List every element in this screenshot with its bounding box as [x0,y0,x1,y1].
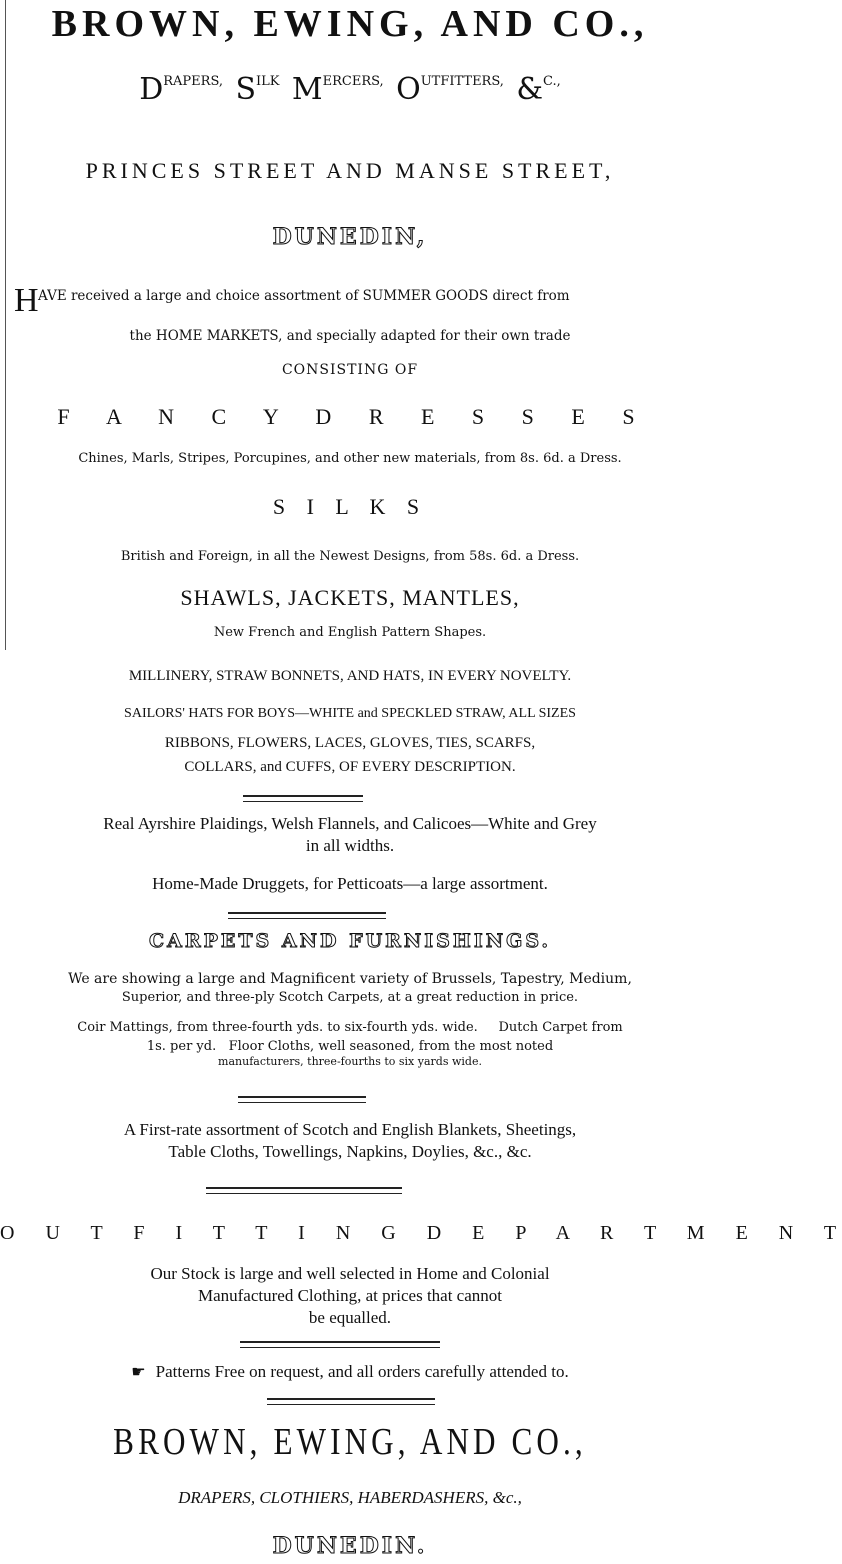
blankets-line-1: A First-rate assortment of Scotch and English Blankets, Sheetings, [123,1120,577,1139]
outfitting-line-3: be equalled. [308,1308,392,1327]
intro-line-2: the HOME MARKETS, and specially adapted for their own trade [129,328,571,344]
millinery-line-2: SAILORS' HATS FOR BOYS—WHITE and SPECKLED STRAW, ALL SIZES [124,706,576,721]
plaidings-line-1: Real Ayrshire Plaidings, Welsh Flannels, and Calicoes—White and Grey [103,814,597,833]
carpets-line-3: Coir Mattings, from three-fourth yds. to six-fourth yds. wide. Dutch Carpet from [77,1020,623,1035]
fancy-dresses-desc: Chines, Marls, Stripes, Porcupines, and other new materials, from 8s. 6d. a Dress. [78,451,622,466]
intro-drop-cap: H [14,282,39,319]
intro-line-1: AVE received a large and choice assortment of SUMMER GOODS direct from [38,288,570,304]
divider-rule [228,912,386,919]
header-trades: DRAPERS, SILK MERCERS, OUTFITTERS, &C., [139,72,561,107]
shawls-desc: New French and English Pattern Shapes. [213,625,487,640]
patterns-line [0,1362,700,1382]
divider-rule [206,1187,402,1194]
intro-line-3: CONSISTING OF [281,362,419,378]
silks-heading: S I L K S [272,494,428,519]
header-address: PRINCES STREET AND MANSE STREET, [85,158,615,183]
silks-desc: British and Foreign, in all the Newest Designs, from 58s. 6d. a Dress. [120,549,580,564]
footer-title: BROWN, EWING, AND CO., [113,1421,587,1463]
header-city: DUNEDIN, [272,224,428,250]
outfitting-heading: O U T F I T T I N G D E P A R T M E N T [0,1222,842,1244]
fancy-dresses-heading: F A N C Y D R E S S E S [57,404,643,429]
pointing-hand-icon: ☛ [131,1364,146,1381]
blankets-line-2: Table Cloths, Towellings, Napkins, Doylies, &c., &c. [168,1142,532,1161]
druggets-line: Home-Made Druggets, for Petticoats—a large assortment. [152,874,548,893]
carpets-heading: CARPETS AND FURNISHINGS. [148,930,551,952]
divider-rule [238,1096,366,1103]
millinery-line-4: COLLARS, and CUFFS, OF EVERY DESCRIPTION. [184,759,516,775]
carpets-line-2: Superior, and three-ply Scotch Carpets, at a great reduction in price. [121,990,579,1005]
divider-rule [243,795,363,802]
footer-trades: DRAPERS, CLOTHIERS, HABERDASHERS, &c., [178,1488,522,1507]
outfitting-line-2: Manufactured Clothing, at prices that cannot [197,1286,503,1305]
carpets-line-4: 1s. per yd. Floor Cloths, well seasoned, from the most noted [146,1039,554,1054]
millinery-line-3: RIBBONS, FLOWERS, LACES, GLOVES, TIES, SCARFS, [164,735,536,751]
outfitting-line-1: Our Stock is large and well selected in Home and Colonial [150,1264,550,1283]
carpets-line-1: We are showing a large and Magnificent variety of Brussels, Tapestry, Medium, [68,971,632,987]
carpets-line-5: manufacturers, three-fourths to six yards wide. [218,1055,482,1068]
divider-rule [240,1341,440,1348]
header-title: BROWN, EWING, AND CO., [51,3,649,45]
footer-city: DUNEDIN. [272,1533,428,1559]
plaidings-line-2: in all widths. [305,836,395,855]
divider-rule [267,1398,435,1405]
patterns-text: Patterns Free on request, and all orders carefully attended to. [155,1362,569,1381]
millinery-line-1: MILLINERY, STRAW BONNETS, AND HATS, IN EVERY NOVELTY. [128,668,572,684]
shawls-heading: SHAWLS, JACKETS, MANTLES, [180,585,520,610]
